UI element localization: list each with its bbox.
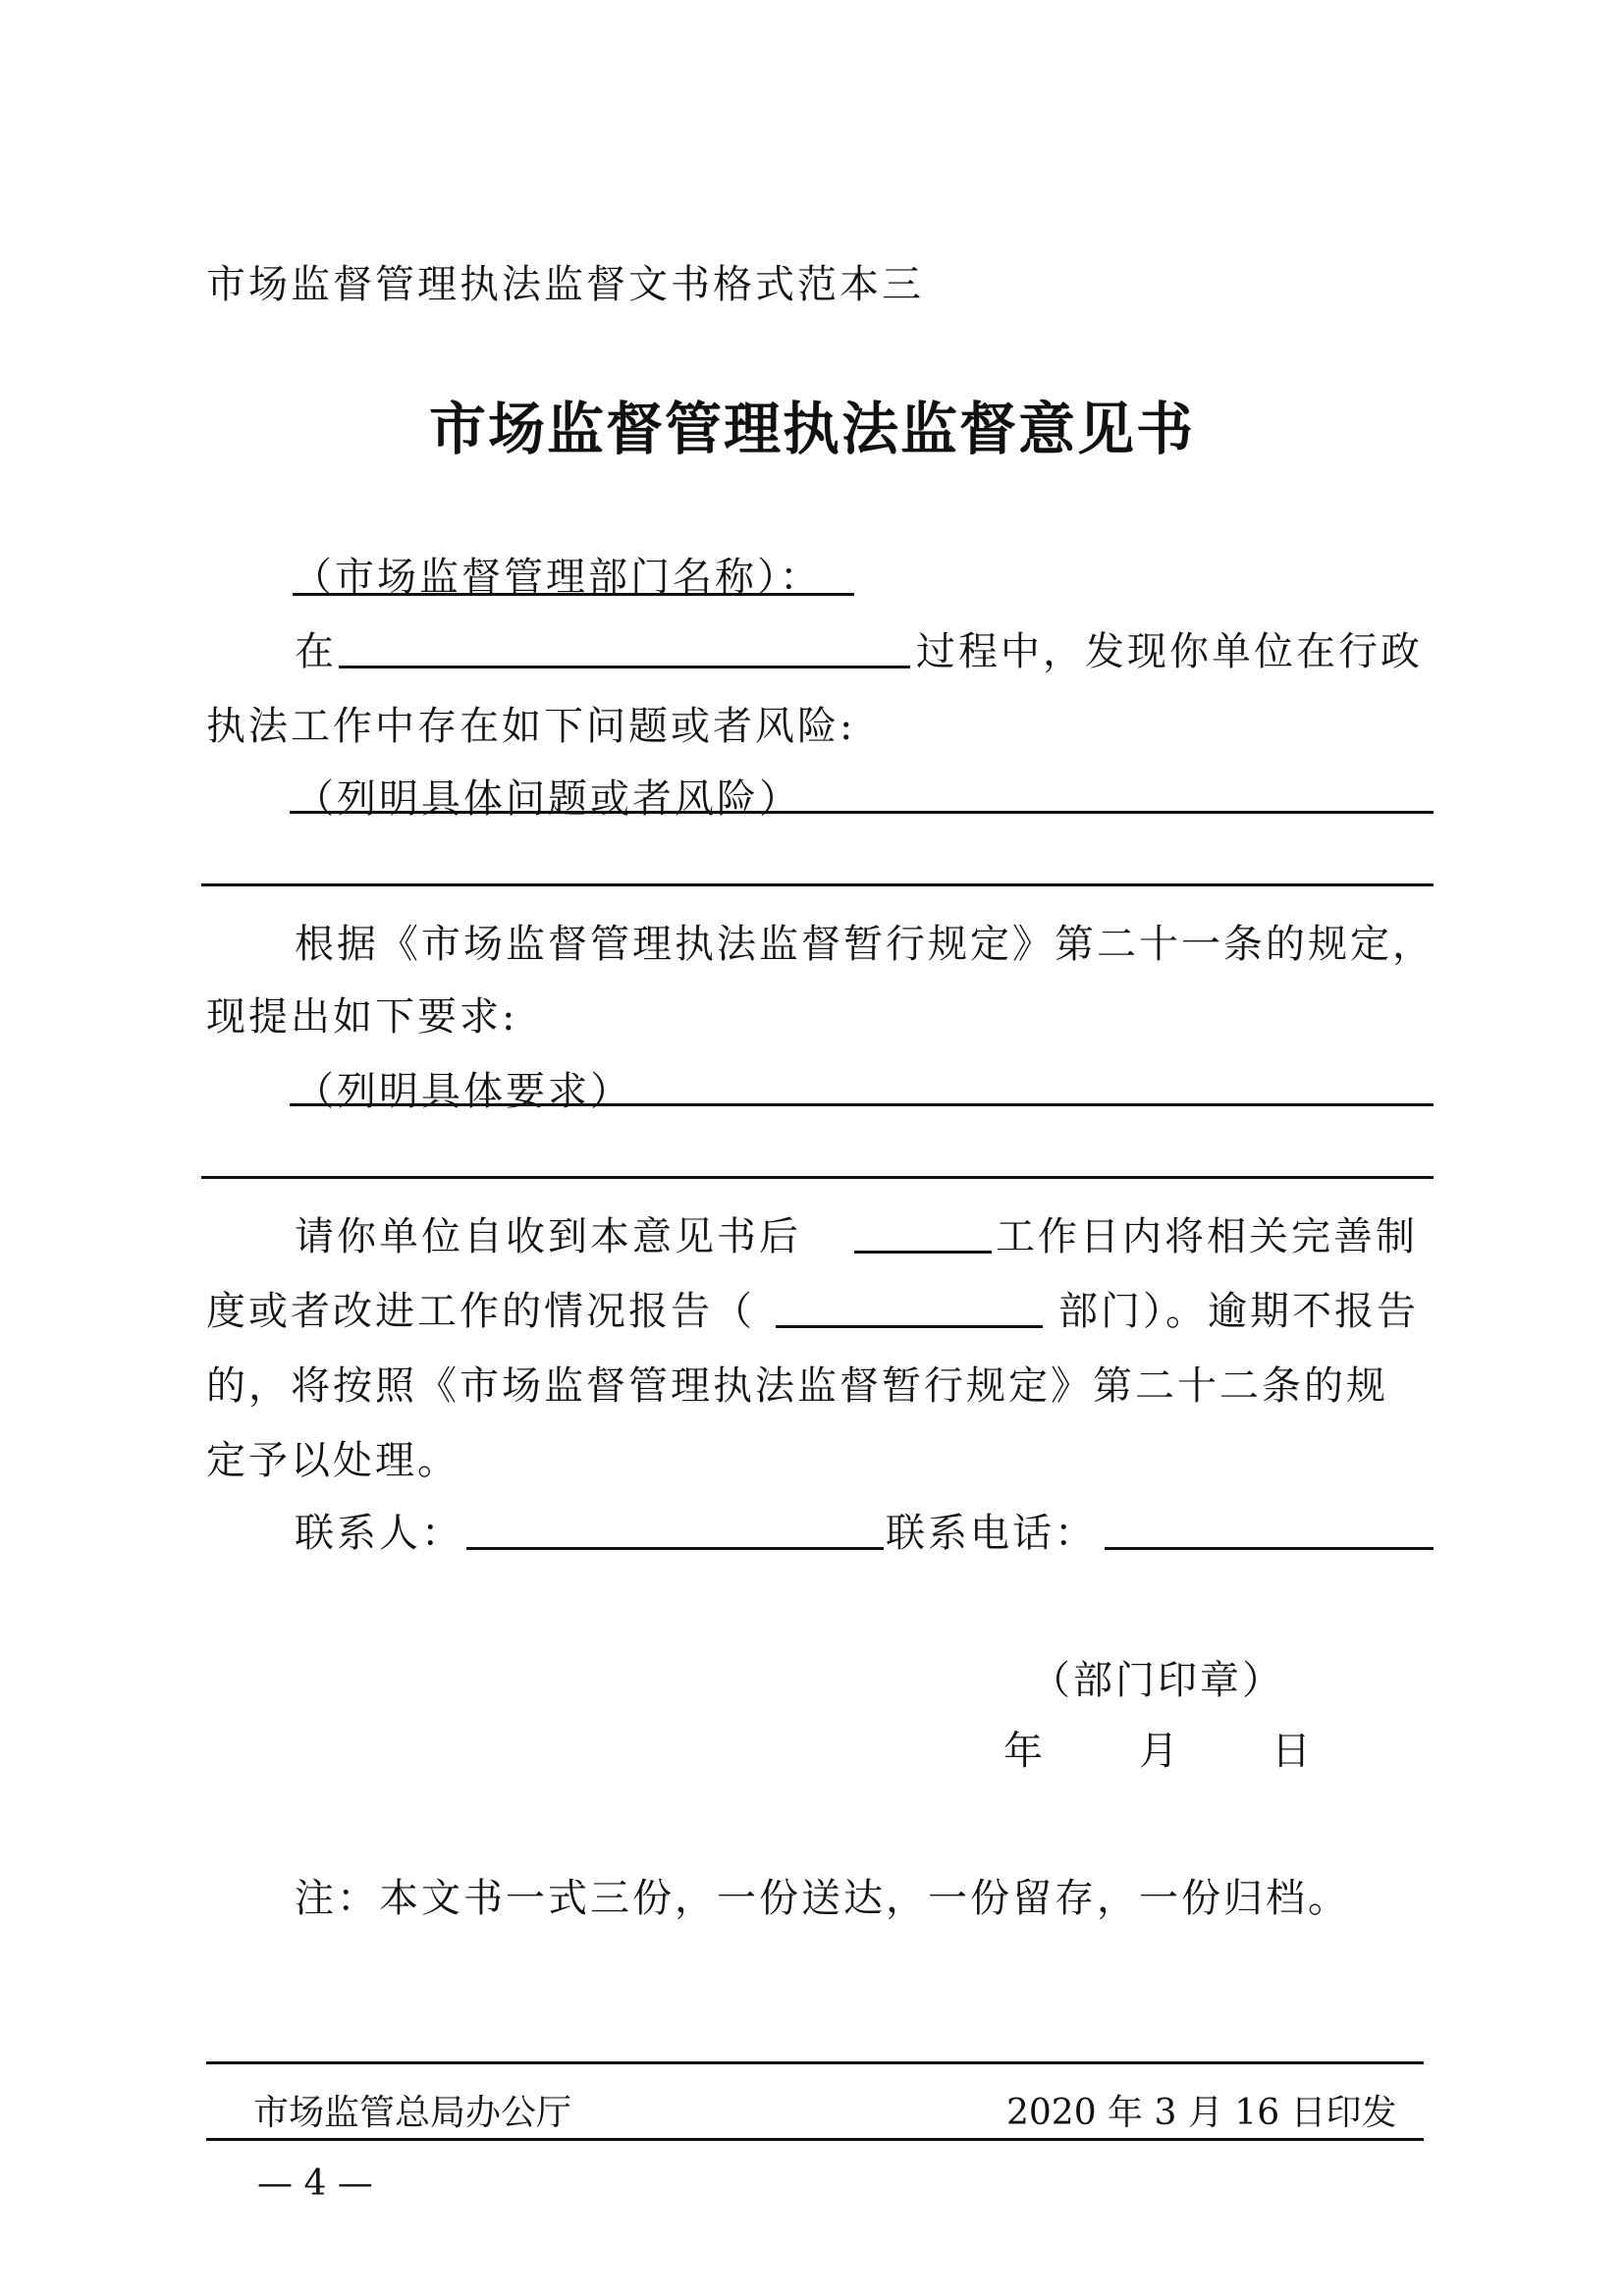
- para1-line2: 执法工作中存在如下问题或者风险:: [206, 704, 856, 749]
- para1-prefix: 在: [295, 629, 337, 674]
- requirements-line-2[interactable]: [201, 1176, 1434, 1179]
- seal-label: （部门印章）: [1031, 1658, 1284, 1703]
- date-day: 日: [1272, 1729, 1314, 1774]
- para2-line2: 现提出如下要求:: [206, 994, 518, 1040]
- problems-line-2[interactable]: [201, 883, 1434, 886]
- date-year: 年: [1003, 1729, 1046, 1774]
- issuer: 市场监管总局办公厅: [253, 2093, 572, 2133]
- para3-line2-suffix: 部门）。逾期不报告: [1058, 1289, 1419, 1334]
- date-month: 月: [1139, 1729, 1181, 1774]
- issue-date: 2020 年 3 月 16 日印发: [1006, 2093, 1397, 2133]
- para3-line2-prefix: 度或者改进工作的情况报告（: [206, 1289, 755, 1334]
- requirements-hint: （列明具体要求）: [295, 1069, 632, 1114]
- template-label: 市场监督管理执法监督文书格式范本三: [206, 262, 924, 307]
- footer-bottom-rule: [206, 2138, 1424, 2141]
- problems-line-1[interactable]: [290, 811, 1434, 814]
- contact-person-label: 联系人：: [295, 1511, 463, 1556]
- para2-line1: 根据《市场监督管理执法监督暂行规定》第二十一条的规定，: [295, 922, 1435, 967]
- problems-hint: （列明具体问题或者风险）: [295, 776, 801, 822]
- recipient-placeholder: （市场监督管理部门名称）：: [293, 555, 822, 600]
- footer-top-rule: [206, 2061, 1424, 2064]
- recipient-underline: [293, 593, 854, 596]
- para1-suffix: 过程中，发现你单位在行政: [916, 629, 1423, 674]
- para3-line1-prefix: 请你单位自收到本意见书后: [295, 1214, 801, 1259]
- contact-phone-label: 联系电话：: [886, 1511, 1097, 1556]
- para3-line1-suffix: 工作日内将相关完善制: [996, 1214, 1418, 1259]
- para3-line4: 定予以处理。: [206, 1438, 460, 1483]
- page-number: — 4 —: [257, 2163, 373, 2204]
- workdays-blank[interactable]: [854, 1251, 992, 1254]
- document-title: 市场监督管理执法监督意见书: [428, 396, 1195, 462]
- process-blank[interactable]: [339, 666, 910, 668]
- department-blank[interactable]: [776, 1325, 1043, 1328]
- para3-line3: 的，将按照《市场监督管理执法监督暂行规定》第二十二条的规: [206, 1363, 1388, 1409]
- requirements-line-1[interactable]: [290, 1103, 1434, 1106]
- contact-phone-field[interactable]: [1105, 1547, 1434, 1550]
- contact-person-field[interactable]: [466, 1547, 884, 1550]
- distribution-note: 注：本文书一式三份，一份送达，一份留存，一份归档。: [295, 1876, 1350, 1921]
